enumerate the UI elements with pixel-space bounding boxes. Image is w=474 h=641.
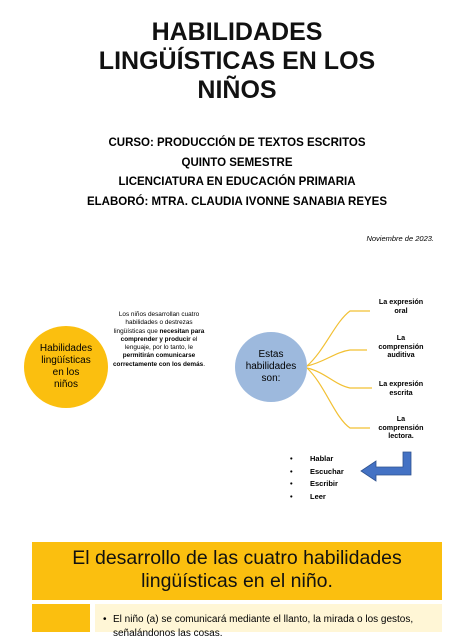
skills-oval: [24, 326, 108, 408]
circle-label: Estas habilidades son:: [245, 349, 297, 384]
list-item: • Hablar: [290, 453, 344, 466]
branch-label-oral: La expresión oral: [378, 297, 424, 315]
branch-connector-3: [307, 368, 372, 388]
list-item: • Escuchar: [290, 466, 344, 479]
bullet-line: [103, 627, 438, 641]
description-part: Los niños desarrollan cuatro habilidades o destrezas lingüísticas que: [113, 311, 200, 335]
branch-connector-1: [307, 311, 370, 366]
bullet-text: El niño (a) se comunicará mediante el llanto, la mirada o los gestos,: [113, 614, 414, 625]
arrow-icon-bg: [383, 493, 384, 494]
list-item: • Leer: [290, 491, 344, 504]
branch-label-escrita: La expresión escrita: [378, 379, 424, 397]
branch-label-auditiva: La comprensión auditiva: [378, 333, 424, 360]
date-label: Noviembre de 2023.: [366, 234, 434, 243]
semester-line: QUINTO SEMESTRE: [181, 156, 293, 169]
bullet-text: señalándonos las cosas.: [113, 628, 223, 639]
bullet-line: • El niño (a) se comunicará mediante el llanto, la mirada o los gestos,: [103, 614, 414, 625]
skills-circle: [235, 332, 307, 402]
description-bold: permitirán comunicarse correctamente con los demás: [113, 352, 204, 368]
degree-line: LICENCIATURA EN EDUCACIÓN PRIMARIA: [118, 176, 356, 188]
branch-connector-2: [307, 350, 367, 366]
oval-label: Habilidades lingüísticas en los niños: [39, 343, 93, 390]
description-part: .: [203, 360, 205, 368]
bottom-accent: [32, 604, 90, 632]
course-line: CURSO: PRODUCCIÓN DE TEXTOS ESCRITOS: [108, 137, 366, 149]
author-line: ELABORÓ: MTRA. CLAUDIA IVONNE SANABIA REYES: [86, 195, 388, 208]
section-heading: El desarrollo de las cuatro habilidades lingüísticas en el niño.: [72, 547, 402, 592]
description-part: el lenguaje, por lo tanto, le: [124, 335, 198, 352]
skills-list: [290, 453, 344, 503]
description-text: [113, 311, 205, 369]
page-title: HABILIDADES LINGÜÍSTICAS EN LOS NIÑOS: [98, 18, 376, 104]
list-item: • Escribir: [290, 478, 344, 491]
bottom-bullets: [103, 613, 438, 641]
branch-connector-4: [307, 368, 370, 428]
description-bold: necesitan para comprender y producir: [120, 327, 205, 343]
arrow-icon: [361, 452, 411, 481]
branch-label-lectora: La comprensión lectora.: [378, 414, 424, 441]
